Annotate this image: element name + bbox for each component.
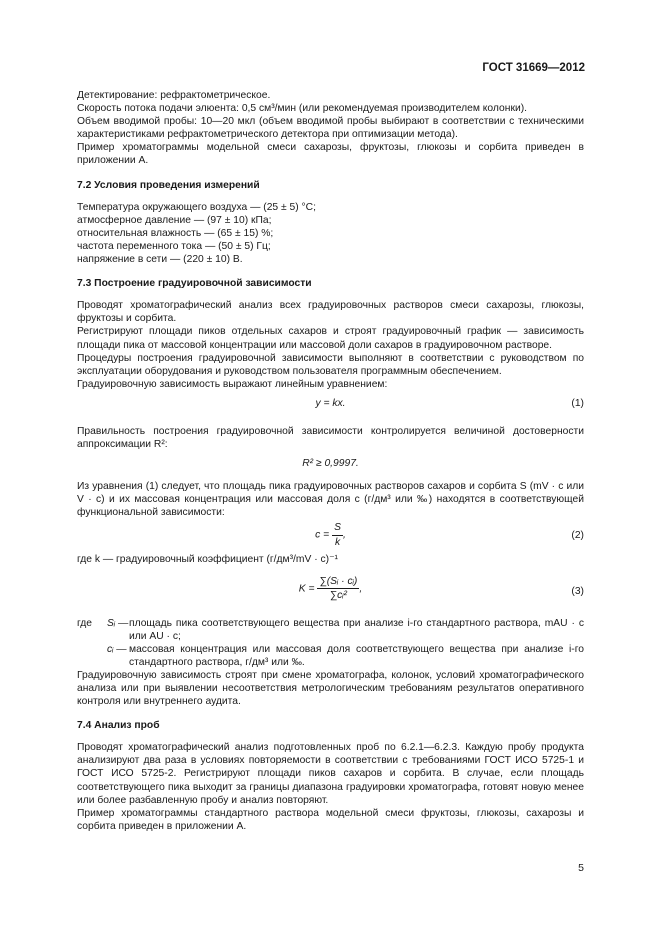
paragraph-calibration-graph: Регистрируют площади пиков отдельных сахаров и строят градуировочный график — зависимость площади пика от массовой концентрации или массовой доли сахаров в градуировочном растворе. bbox=[77, 326, 584, 351]
paragraph-approximation: Правильность построения градуировочной зависимости контролируется величиной достоверности аппроксимации R²: bbox=[77, 425, 584, 450]
condition-voltage: напряжение в сети — (220 ± 10) В. bbox=[77, 254, 243, 266]
paragraph-standard-example: Пример хроматограммы стандартного раствора модельной смеси фруктозы, глюкозы, сахарозы и сорбита приведен в приложении А. bbox=[77, 807, 584, 832]
equation-3-denominator: ∑cᵢ² bbox=[329, 589, 347, 601]
definition-si-symbol: Sᵢ — bbox=[107, 617, 129, 629]
equation-1 bbox=[77, 391, 584, 417]
section-heading-7-2: 7.2 Условия проведения измерений bbox=[77, 179, 260, 191]
document-header: ГОСТ 31669—2012 bbox=[482, 62, 585, 74]
equation-2-denominator: k bbox=[334, 536, 341, 548]
paragraph-example-chromatogram: Пример хроматограммы модельной смеси сахарозы, фруктозы, глюкозы и сорбита приведен в приложении А. bbox=[77, 142, 584, 167]
condition-humidity: относительная влажность — (65 ± 15) %; bbox=[77, 227, 274, 239]
equation-2 bbox=[77, 519, 584, 553]
equation-3 bbox=[77, 573, 584, 613]
equation-2-numerator: S bbox=[332, 521, 343, 535]
equation-3-number: (3) bbox=[571, 585, 584, 597]
paragraph-sample-analysis: Проводят хроматографический анализ подготовленных проб по 6.2.1—6.2.3. Каждую пробу продукта анализируют два раза в условиях повторяемости в соответствии с требованиями ГОСТ ИСО 5725-1 и ГОСТ ИСО 5725-2. Регистрируют площади пиков сахаров и сорбита. В случае, если площадь соответствующего пика выходит за границы диапазона градуировки хроматографа, готовят новую менее или более разбавленную пробу и анализ повторяют. bbox=[77, 742, 584, 806]
paragraph-flow-rate: Скорость потока подачи элюента: 0,5 см³/мин (или рекомендуемая производителем колонки). bbox=[77, 103, 527, 115]
equation-1-number: (1) bbox=[571, 397, 584, 409]
paragraph-functional-dependence: Из уравнения (1) следует, что площадь пика градуировочных растворов сахаров и сорбита S (mV · c или V · c) и их массовая концентрация или массовая доля c (г/дм³ или ‰) находятся в соответствующей функциональной зависимости: bbox=[77, 481, 584, 519]
definition-ci-symbol: cᵢ — bbox=[107, 643, 127, 655]
equation-2-lhs: c = bbox=[315, 529, 330, 541]
condition-temperature: Температура окружающего воздуха — (25 ± 5) °С; bbox=[77, 201, 316, 213]
section-heading-7-4: 7.4 Анализ проб bbox=[77, 720, 160, 732]
equation-2-number: (2) bbox=[571, 530, 584, 542]
paragraph-coefficient-k: где k — градуировочный коэффициент (г/дм³/mV · c)⁻¹ bbox=[77, 554, 338, 566]
paragraph-linear-equation: Градуировочную зависимость выражают линейным уравнением: bbox=[77, 378, 388, 390]
paragraph-calibration-procedure: Процедуры построения градуировочной зависимости выполняют в соответствии с руководством по эксплуатации оборудования и руководством пользователя программным обеспечением. bbox=[77, 352, 584, 377]
page-number: 5 bbox=[578, 862, 584, 874]
equation-1-expression: y = kx. bbox=[315, 397, 346, 409]
equation-3-tail: , bbox=[359, 582, 363, 594]
paragraph-calibration-analysis: Проводят хроматографический анализ всех градуировочных растворов смеси сахарозы, глюкозы, фруктозы и сорбита. bbox=[77, 300, 584, 325]
r-squared-condition: R² ≥ 0,9997. bbox=[302, 458, 359, 470]
condition-pressure: атмосферное давление — (97 ± 10) кПа; bbox=[77, 214, 272, 226]
condition-frequency: частота переменного тока — (50 ± 5) Гц; bbox=[77, 240, 271, 252]
equation-2-fraction bbox=[332, 521, 343, 548]
equation-3-lhs: K = bbox=[298, 582, 315, 594]
definition-si-text: площадь пика соответствующего вещества при анализе i-го стандартного раствора, mAU · c или AU · c; bbox=[129, 617, 584, 642]
definitions-list bbox=[77, 617, 584, 669]
paragraph-detection: Детектирование: рефрактометрическое. bbox=[77, 90, 271, 101]
equation-2-tail: , bbox=[342, 529, 346, 541]
section-heading-7-3: 7.3 Построение градуировочной зависимости bbox=[77, 278, 312, 290]
document-body bbox=[77, 89, 584, 833]
definition-ci-text: массовая концентрация или массовая доля соответствующего вещества при анализе i-го стандартного раствора, г/дм³ или ‰. bbox=[129, 643, 584, 668]
paragraph-rebuild-calibration: Градуировочную зависимость строят при смене хроматографа, колонок, условий хроматографического анализа или при выявлении несоответствия метрологическим требованиям результатов оперативного контроля или внутреннего аудита. bbox=[77, 669, 584, 708]
definitions-where: где bbox=[77, 617, 93, 629]
equation-3-numerator: ∑(Sᵢ · cᵢ) bbox=[317, 575, 359, 589]
paragraph-injection-volume: Объем вводимой пробы: 10—20 мкл (объем вводимой пробы выбирают в соответствии с техническими характеристиками рефрактометрического детектора при оптимизации метода). bbox=[77, 116, 584, 141]
equation-3-fraction bbox=[317, 575, 359, 602]
